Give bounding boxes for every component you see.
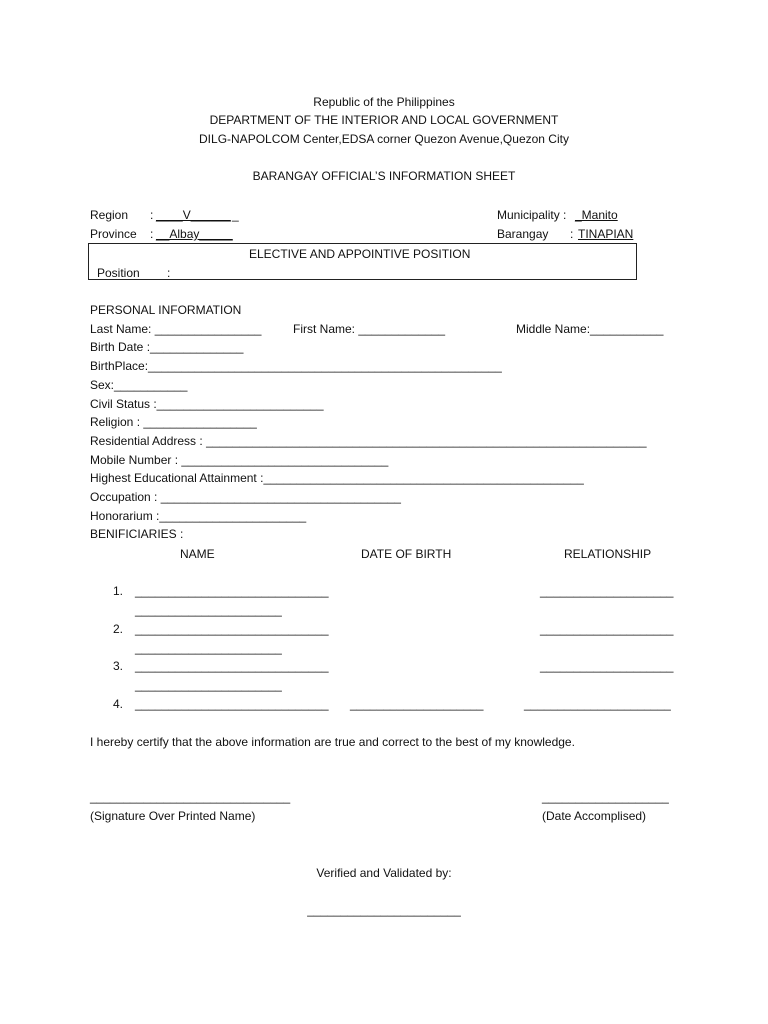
- col-header-dob: DATE OF BIRTH: [361, 547, 452, 561]
- col-header-name: NAME: [180, 547, 215, 561]
- religion-field: Religion : _________________: [90, 415, 257, 429]
- province-value: __Albay_____: [156, 227, 233, 241]
- municipality-label: Municipality :: [497, 208, 567, 222]
- birthplace-field: BirthPlace:_____________________________________________________: [90, 359, 502, 373]
- region-value: ____V______: [156, 208, 231, 222]
- header-department: DEPARTMENT OF THE INTERIOR AND LOCAL GOVERNMENT: [209, 113, 559, 127]
- municipality-value: _Manito: [575, 208, 618, 222]
- occupation-field: Occupation : ____________________________________: [90, 490, 401, 504]
- certification-statement: I hereby certify that the above information are true and correct to the best of my knowledge.: [90, 735, 575, 749]
- last-name-field: Last Name: ________________: [90, 322, 262, 336]
- beneficiary-name-line: _____________________________: [135, 584, 329, 598]
- region-label: Region: [90, 208, 129, 222]
- province-label: Province: [90, 227, 137, 241]
- mobile-number-field: Mobile Number : _______________________________: [90, 453, 389, 467]
- signature-line: ______________________________: [90, 790, 291, 804]
- beneficiary-number: 2.: [113, 622, 124, 636]
- col-header-relationship: RELATIONSHIP: [564, 547, 652, 561]
- region-tail: _: [232, 208, 239, 222]
- date-label: (Date Accomplised): [542, 809, 647, 823]
- province-separator: :: [150, 227, 154, 241]
- beneficiary-name-line: _____________________________: [135, 622, 329, 636]
- beneficiary-number: 4.: [113, 697, 124, 711]
- position-box-heading: ELECTIVE AND APPOINTIVE POSITION: [249, 247, 471, 261]
- beneficiary-number: 3.: [113, 659, 124, 673]
- barangay-value: TINAPIAN: [578, 227, 634, 241]
- beneficiary-dob-line: ____________________: [350, 697, 484, 711]
- barangay-separator: :: [570, 227, 574, 241]
- beneficiaries-heading: BENIFICIARIES :: [90, 527, 184, 541]
- header-address: DILG-NAPOLCOM Center,EDSA corner Quezon Avenue,Quezon City: [199, 132, 569, 146]
- verified-label: Verified and Validated by:: [316, 866, 452, 880]
- beneficiary-name-line: _____________________________: [135, 659, 329, 673]
- beneficiary-relationship-line: ______________________: [524, 697, 671, 711]
- beneficiary-name-continuation: ______________________: [135, 678, 282, 692]
- civil-status-field: Civil Status :_________________________: [90, 397, 324, 411]
- personal-info-heading: PERSONAL INFORMATION: [90, 303, 242, 317]
- beneficiary-name-continuation: ______________________: [135, 641, 282, 655]
- beneficiary-relationship-line: ____________________: [540, 622, 674, 636]
- middle-name-field: Middle Name:___________: [516, 322, 664, 336]
- education-field: Highest Educational Attainment :________________________________________________: [90, 471, 584, 485]
- position-separator: :: [167, 266, 171, 280]
- beneficiary-relationship-line: ____________________: [540, 584, 674, 598]
- beneficiary-number: 1.: [113, 584, 124, 598]
- barangay-label: Barangay: [497, 227, 549, 241]
- region-separator: :: [150, 208, 154, 222]
- header-republic: Republic of the Philippines: [313, 95, 455, 109]
- beneficiary-name-line: _____________________________: [135, 697, 329, 711]
- honorarium-field: Honorarium :______________________: [90, 509, 307, 523]
- beneficiary-relationship-line: ____________________: [540, 659, 674, 673]
- position-label: Position: [97, 266, 140, 280]
- residential-address-field: Residential Address : __________________________________________________________________: [90, 434, 647, 448]
- sex-field: Sex:___________: [90, 378, 188, 392]
- birth-date-field: Birth Date :______________: [90, 340, 244, 354]
- first-name-field: First Name: _____________: [293, 322, 446, 336]
- beneficiary-name-continuation: ______________________: [135, 603, 282, 617]
- signature-label: (Signature Over Printed Name): [90, 809, 256, 823]
- verified-signature-line: _______________________: [307, 903, 461, 917]
- form-title: BARANGAY OFFICIAL’S INFORMATION SHEET: [252, 169, 516, 183]
- date-line: ___________________: [542, 790, 669, 804]
